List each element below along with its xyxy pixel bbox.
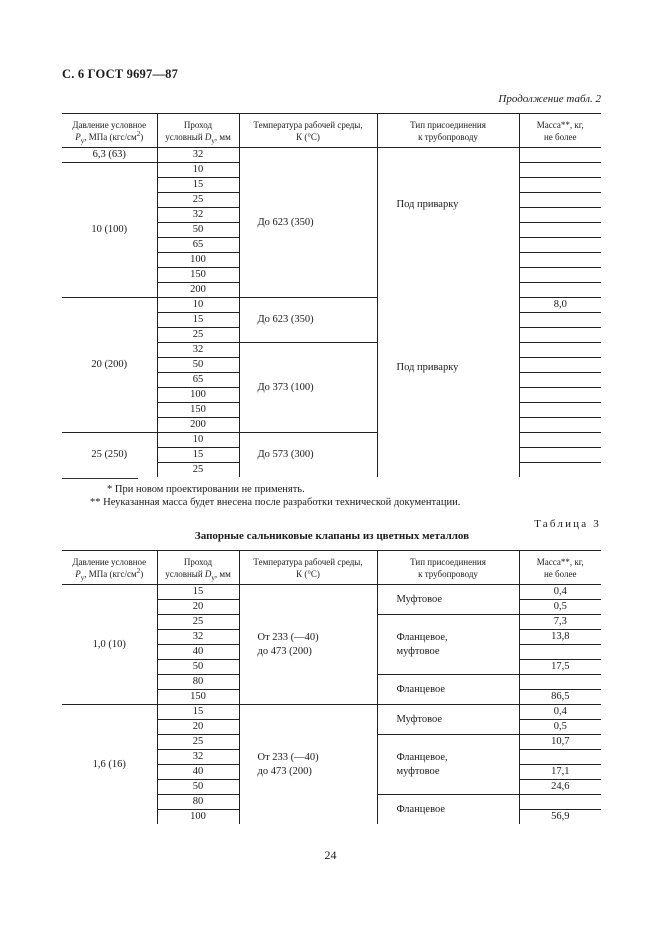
page-header: С. 6 ГОСТ 9697—87 (62, 67, 179, 81)
mass-cell (519, 283, 601, 298)
bore-cell: 15 (157, 313, 239, 328)
temperature-cell: До 573 (300) (239, 433, 377, 478)
mass-cell (519, 313, 601, 328)
mass-cell: 13,8 (519, 630, 601, 645)
bore-cell: 100 (157, 810, 239, 825)
bore-cell: 20 (157, 720, 239, 735)
mass-cell (519, 795, 601, 810)
mass-cell: 0,4 (519, 585, 601, 600)
mass-cell (519, 463, 601, 478)
bore-cell: 150 (157, 268, 239, 283)
bore-cell: 50 (157, 780, 239, 795)
mass-cell (519, 253, 601, 268)
table-3 (62, 550, 601, 824)
bore-cell: 32 (157, 208, 239, 223)
bore-cell: 40 (157, 645, 239, 660)
temperature-cell: До 373 (100) (239, 343, 377, 433)
bore-cell: 200 (157, 418, 239, 433)
bore-cell: 25 (157, 193, 239, 208)
footnote-1: * При новом проектировании не применять. (107, 484, 305, 495)
bore-cell: 10 (157, 298, 239, 313)
bore-cell: 80 (157, 795, 239, 810)
connection-cell: Фланцевое (377, 675, 519, 705)
mass-cell (519, 328, 601, 343)
column-header-pressure: Давление условное $P_y$, МПа $(кгс/см^2)$ (62, 551, 157, 585)
column-header-pressure: Давление условное $P_y$, МПа $(кгс/см^2)$ (62, 114, 157, 148)
mass-cell (519, 358, 601, 373)
mass-cell (519, 388, 601, 403)
table-continuation-label: Продолжение табл. 2 (498, 93, 601, 105)
temperature-cell: До 623 (350) (239, 148, 377, 298)
bore-cell: 65 (157, 238, 239, 253)
mass-cell (519, 675, 601, 690)
mass-cell (519, 645, 601, 660)
bore-cell: 200 (157, 283, 239, 298)
mass-cell (519, 373, 601, 388)
bore-cell: 25 (157, 735, 239, 750)
bore-cell: 32 (157, 343, 239, 358)
pressure-cell: 1,0 (10) (62, 585, 157, 705)
table-row (62, 433, 601, 448)
bore-cell: 32 (157, 630, 239, 645)
bore-cell: 15 (157, 585, 239, 600)
bore-cell: 50 (157, 660, 239, 675)
mass-cell: 8,0 (519, 298, 601, 313)
connection-cell: Муфтовое (377, 585, 519, 615)
mass-cell (519, 268, 601, 283)
connection-cell: Муфтовое (377, 705, 519, 735)
mass-cell (519, 403, 601, 418)
bore-cell: 50 (157, 358, 239, 373)
mass-cell: 86,5 (519, 690, 601, 705)
column-header-mass: Масса**, кг, не более (519, 114, 601, 148)
bore-cell: 15 (157, 178, 239, 193)
table-header-row (62, 114, 601, 148)
bore-cell: 15 (157, 448, 239, 463)
mass-cell: 0,4 (519, 705, 601, 720)
bore-cell: 65 (157, 373, 239, 388)
pressure-cell: 6,3 (63) (62, 148, 157, 163)
column-header-temperature: Температура рабочей среды, К (°С) (239, 114, 377, 148)
bore-cell: 100 (157, 253, 239, 268)
connection-cell: Фланцевое (377, 795, 519, 825)
mass-cell (519, 178, 601, 193)
bore-cell: 25 (157, 463, 239, 478)
bore-cell: 100 (157, 388, 239, 403)
bore-cell: 32 (157, 148, 239, 163)
temperature-cell: От 233 (—40) до 473 (200) (239, 705, 377, 825)
table-2 (62, 113, 601, 477)
bore-cell: 25 (157, 328, 239, 343)
bore-cell: 25 (157, 615, 239, 630)
table-row (62, 298, 601, 313)
bore-cell: 150 (157, 690, 239, 705)
mass-cell: 56,9 (519, 810, 601, 825)
mass-cell: 0,5 (519, 600, 601, 615)
bore-cell: 15 (157, 705, 239, 720)
column-header-connection: Тип присоединения к трубопроводу (377, 551, 519, 585)
connection-cell: Фланцевое, муфтовое (377, 735, 519, 795)
table-row (62, 148, 601, 163)
column-header-bore: Проход условный $D_y$, мм (157, 114, 239, 148)
mass-cell (519, 448, 601, 463)
mass-cell (519, 418, 601, 433)
mass-cell (519, 433, 601, 448)
bore-cell: 80 (157, 675, 239, 690)
footnote-2: ** Неуказанная масса будет внесена после разработки технической документации. (90, 497, 461, 508)
pressure-cell: 1,6 (16) (62, 705, 157, 825)
bore-cell: 50 (157, 223, 239, 238)
table-3-label: Таблица 3 (534, 518, 601, 530)
pressure-cell: 10 (100) (62, 163, 157, 298)
mass-cell: 0,5 (519, 720, 601, 735)
mass-cell: 17,5 (519, 660, 601, 675)
bore-cell: 150 (157, 403, 239, 418)
table-row (62, 585, 601, 600)
table-3-title: Запорные сальниковые клапаны из цветных металлов (194, 530, 470, 542)
table-row (62, 705, 601, 720)
mass-cell (519, 208, 601, 223)
pressure-cell: 20 (200) (62, 298, 157, 433)
column-header-connection: Тип присоединения к трубопроводу (377, 114, 519, 148)
pressure-cell: 25 (250) (62, 433, 157, 478)
bore-cell: 20 (157, 600, 239, 615)
bore-cell: 40 (157, 765, 239, 780)
mass-cell: 24,6 (519, 780, 601, 795)
connection-cell: Под приварку Под приварку (377, 148, 519, 478)
column-header-bore: Проход условный $D_y$, мм (157, 551, 239, 585)
bore-cell: 10 (157, 163, 239, 178)
column-header-mass: Масса**, кг, не более (519, 551, 601, 585)
mass-cell (519, 238, 601, 253)
page-number: 24 (324, 848, 337, 862)
temperature-cell: От 233 (—40) до 473 (200) (239, 585, 377, 705)
bore-cell: 10 (157, 433, 239, 448)
mass-cell (519, 750, 601, 765)
mass-cell (519, 343, 601, 358)
mass-cell (519, 193, 601, 208)
mass-cell: 17,1 (519, 765, 601, 780)
footnote-separator (62, 478, 138, 479)
connection-cell: Фланцевое, муфтовое (377, 615, 519, 675)
mass-cell: 10,7 (519, 735, 601, 750)
temperature-cell: До 623 (350) (239, 298, 377, 343)
mass-cell (519, 163, 601, 178)
mass-cell (519, 148, 601, 163)
column-header-temperature: Температура рабочей среды, К (°С) (239, 551, 377, 585)
mass-cell: 7,3 (519, 615, 601, 630)
bore-cell: 32 (157, 750, 239, 765)
mass-cell (519, 223, 601, 238)
table-header-row (62, 551, 601, 585)
